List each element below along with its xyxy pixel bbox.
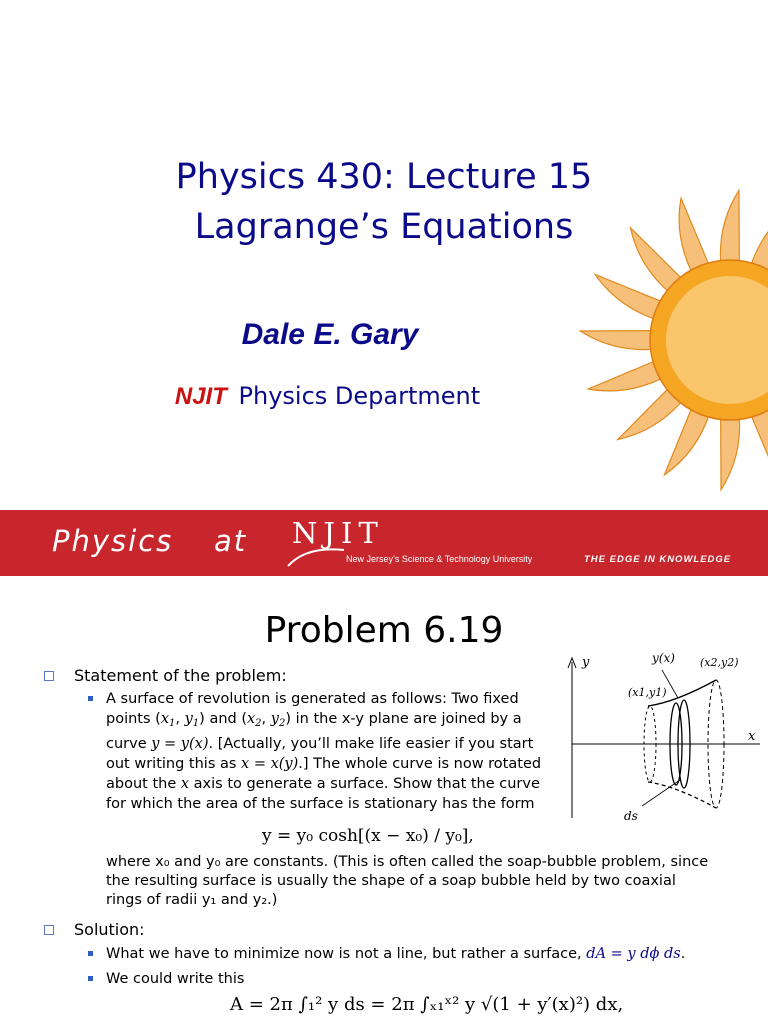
sun-ray (721, 417, 740, 489)
equation-catenary: y = y₀ cosh[(x − x₀) / y₀], (262, 826, 474, 846)
y-axis-label: y (582, 655, 590, 670)
bullet-dot-icon (88, 976, 93, 981)
dept-name: Physics Department (238, 382, 481, 410)
problem-title: Problem 6.19 (264, 610, 504, 651)
lecture-title: Physics 430: Lecture 15 (175, 157, 593, 197)
point2-label: (x2,y2) (700, 656, 739, 669)
banner-njit-logo: NJIT (292, 516, 384, 550)
njit-swoosh-icon (286, 546, 346, 568)
dept-njit: NJIT (174, 383, 227, 410)
sun-ray (751, 205, 768, 272)
problem-slide: Problem 6.19 Statement of the problem: A surface of revolution is generated as follows: Two fixed points ($x_1$, $y_1$) and ($x_2$, $y_2$) in the x-y plane are joined by a curve y = y(x). [Actually, you’ll make life easier if you start out writing this as x = x(y).] The whole curve is now rotated about the x axis to generate a surface. Show that the curve for which the area of the surface is stationary has the form y = y₀ cosh[(x − x₀) / y₀], where x₀ and y₀ are constants. (This is often called the soap-bubble problem, since the resulting surface is usually the shape of a soap bubble held by two coaxial rings of radii y₁ and y₂.) Solution: What we have to minimize now is not a line, but rather a surface, dA = y dϕ ds. We could write this A = 2π ∫₁² y ds = 2π ∫ₓ₁ˣ² y √(1 + y′(x)²) dx, y x y(x) (x2,y2) (x1,y1) ds (0, 576, 768, 1024)
where-line-3: rings of radii y₁ and y₂.) (106, 892, 278, 908)
bullet-dot-icon (88, 696, 93, 701)
statement-line: points ($x_1$, $y_1$) and ($x_2$, $y_2$) in the x-y plane are joined by a (106, 711, 522, 729)
banner-at: at (214, 524, 248, 558)
sun-ray (580, 331, 652, 350)
statement-line: for which the area of the surface is stationary has the form (106, 796, 535, 812)
lecture-subtitle: Lagrange’s Equations (194, 207, 574, 247)
curve-label: y(x) (652, 651, 675, 665)
banner-tagline: THE EDGE IN KNOWLEDGE (584, 554, 732, 565)
physics-at-njit-banner (0, 510, 768, 576)
sun-ray (595, 274, 662, 319)
where-line-2: the resulting surface is usually the shape of a soap bubble held by two coaxial (106, 873, 676, 889)
ds-label: ds (624, 809, 638, 823)
statement-line: curve y = y(x). [Actually, you’ll make life easier if you start (106, 736, 534, 752)
equation-area: A = 2π ∫₁² y ds = 2π ∫ₓ₁ˣ² y √(1 + y′(x)²) dx, (230, 994, 624, 1015)
sun-ray (588, 361, 662, 391)
sun-ray (679, 198, 709, 272)
point1-label: (x1,y1) (628, 686, 667, 699)
sun-ray (664, 408, 709, 475)
sun-ray (720, 190, 739, 262)
statement-line: out writing this as x = x(y).] The whole curve is now rotated (106, 756, 542, 772)
banner-physics: Physics (52, 524, 174, 558)
bullet-square-icon (44, 925, 54, 935)
bullet-square-icon (44, 671, 54, 681)
x-axis-label: x (748, 729, 756, 744)
bullet-dot-icon (88, 951, 93, 956)
surface-of-revolution-diagram (566, 644, 762, 824)
sun-icon (520, 160, 768, 510)
banner-university: New Jersey’s Science & Technology University (346, 554, 533, 564)
statement-line: A surface of revolution is generated as follows: Two fixed (106, 691, 519, 707)
sun-ray (751, 408, 768, 482)
statement-line: about the x axis to generate a surface. Show that the curve (106, 776, 540, 792)
where-line-1: where x₀ and y₀ are constants. (This is often called the soap-bubble problem, since (106, 854, 709, 870)
author-name: Dale E. Gary (241, 318, 419, 351)
